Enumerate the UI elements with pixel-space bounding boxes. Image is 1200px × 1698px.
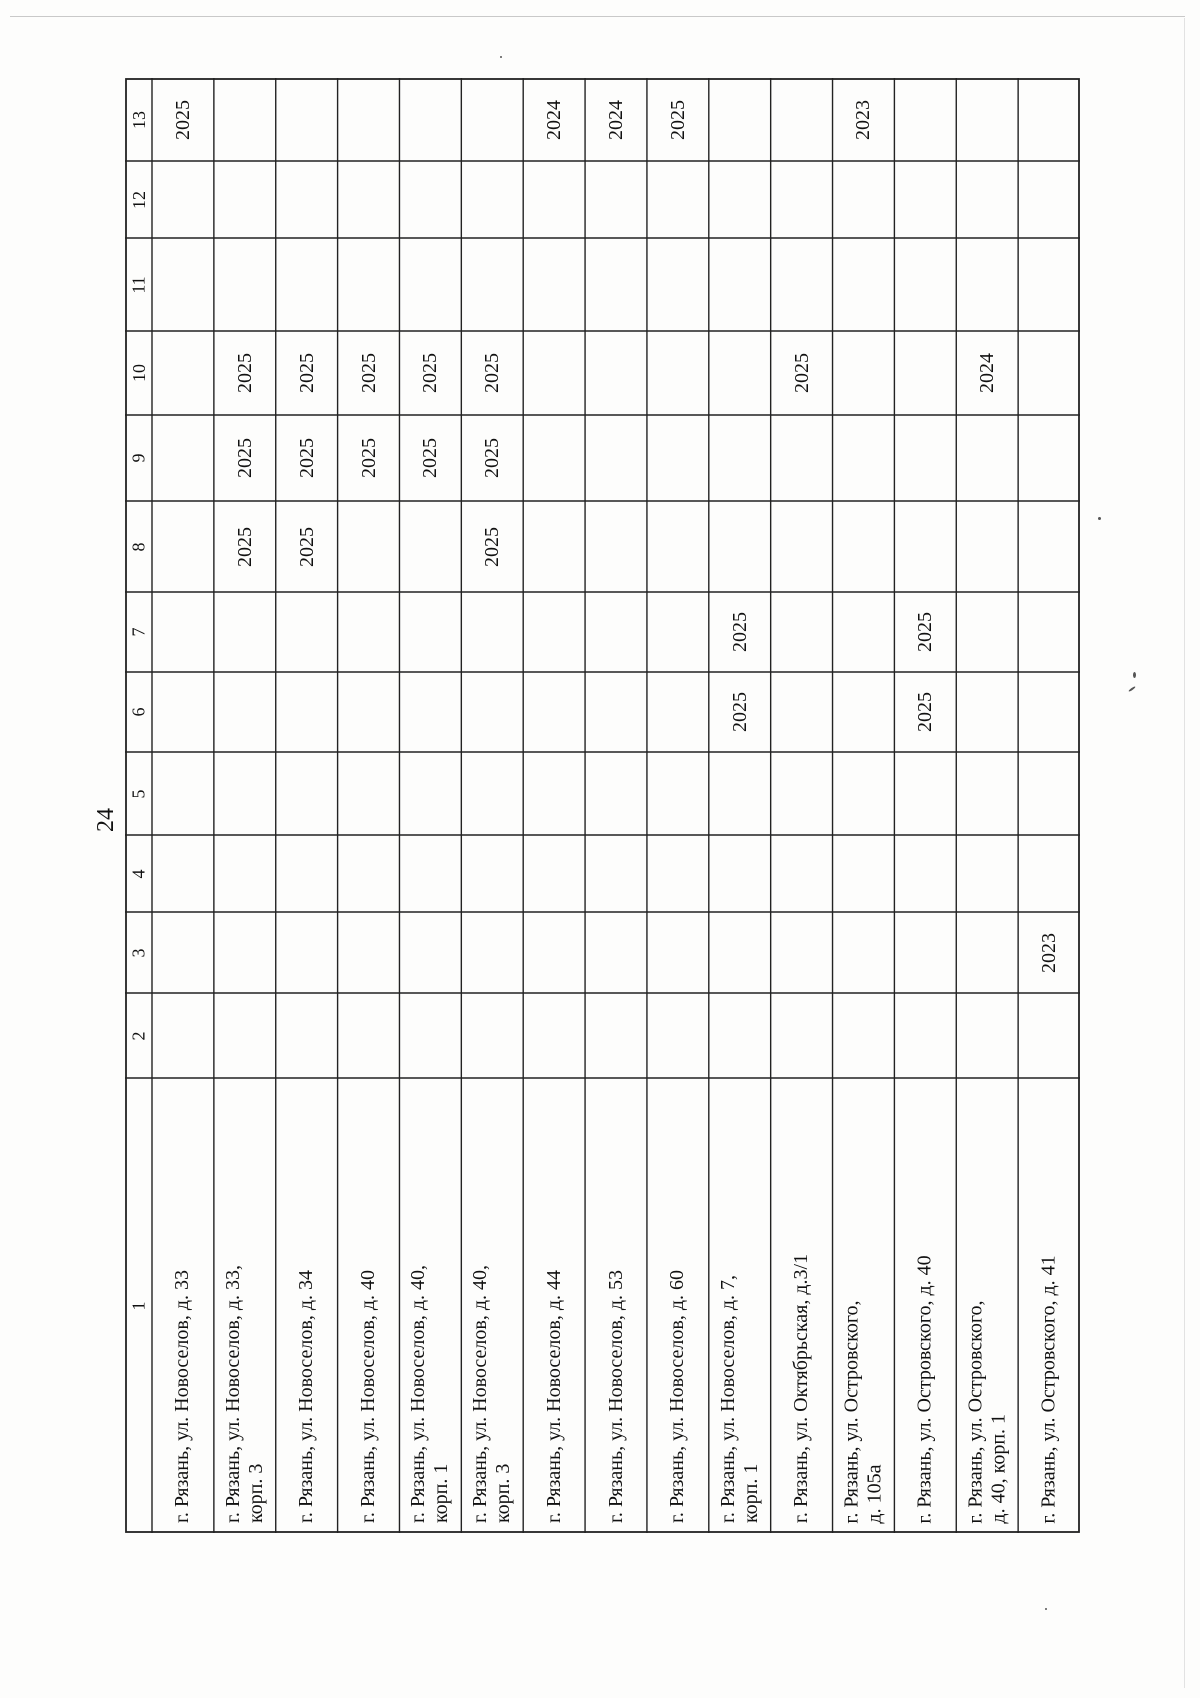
- cell-year: 2025: [790, 353, 813, 393]
- column-header-10: 10: [128, 364, 149, 382]
- row-address: [790, 1254, 813, 1523]
- cell-year: 2025: [295, 353, 318, 393]
- address-line: корп. 1: [430, 1463, 453, 1524]
- row-address: [914, 1255, 937, 1523]
- cell-year: 2024: [605, 99, 627, 140]
- row-address: [666, 1270, 689, 1523]
- scan-edge-right: [1184, 18, 1185, 1688]
- cell-year: 2025: [233, 438, 256, 478]
- cell-year: 2025: [419, 353, 442, 393]
- cell-year: 2025: [481, 438, 504, 478]
- data-table: [125, 78, 1080, 1533]
- address-line: г. Рязань, ул. Новоселов, д. 40,: [469, 1264, 492, 1524]
- table-grid: [125, 78, 1080, 1533]
- row-address: [222, 1265, 268, 1523]
- address-line: г. Рязань, ул. Островского, д. 40: [913, 1254, 936, 1524]
- column-header-3: 3: [128, 948, 149, 957]
- scan-edge-top: [10, 16, 1185, 17]
- scan-speck: [1133, 672, 1136, 678]
- row-address: [841, 1300, 887, 1523]
- cell-year: 2024: [976, 353, 999, 393]
- row-address: [605, 1270, 628, 1523]
- cell-year: 2023: [1038, 932, 1061, 973]
- address-line: г. Рязань, ул. Островского,: [964, 1299, 987, 1524]
- cell-year: 2025: [357, 353, 380, 393]
- cell-year: 2023: [852, 99, 875, 140]
- address-line: г. Рязань, ул. Новоселов, д. 40,: [407, 1264, 430, 1524]
- column-header-7: 7: [128, 627, 149, 637]
- address-line: г. Рязань, ул. Новоселов, д. 40: [357, 1269, 380, 1524]
- row-address: [717, 1275, 763, 1523]
- address-line: г. Рязань, ул. Островского, д. 41: [1037, 1254, 1060, 1524]
- cell-year: 2025: [666, 99, 689, 140]
- column-header-5: 5: [128, 789, 149, 798]
- cell-year: 2024: [543, 99, 566, 140]
- cell-year: 2025: [728, 612, 751, 652]
- cell-year: 2025: [233, 353, 256, 393]
- scan-speck: [1045, 1608, 1047, 1610]
- page-number: 24: [93, 808, 119, 832]
- row-address: [964, 1300, 1010, 1523]
- row-address: [543, 1270, 566, 1523]
- address-line: г. Рязань, ул. Новоселов, д. 33: [171, 1269, 194, 1524]
- column-header-6: 6: [128, 707, 149, 717]
- address-line: г. Рязань, ул. Октябрьская, д.3/1: [790, 1253, 813, 1524]
- row-address: [171, 1270, 194, 1523]
- scan-speck: [1128, 686, 1136, 692]
- column-header-8: 8: [128, 542, 149, 551]
- scan-speck: [1098, 517, 1101, 520]
- row-address: [407, 1265, 453, 1523]
- address-line: корп. 3: [492, 1463, 515, 1524]
- column-header-1: 1: [128, 1301, 149, 1310]
- cell-year: 2025: [481, 526, 504, 567]
- cell-year: 2025: [171, 99, 194, 140]
- address-line: г. Рязань, ул. Новоселов, д. 60: [666, 1269, 689, 1524]
- row-address: [357, 1270, 380, 1523]
- column-header-4: 4: [128, 869, 149, 878]
- address-line: г. Рязань, ул. Новоселов, д. 34: [295, 1269, 318, 1524]
- row-address: [295, 1270, 318, 1523]
- address-line: корп. 3: [244, 1463, 267, 1524]
- address-line: г. Рязань, ул. Новоселов, д. 33,: [221, 1264, 244, 1524]
- cell-year: 2025: [295, 438, 318, 478]
- cell-year: 2025: [481, 353, 504, 393]
- column-header-11: 11: [128, 275, 149, 294]
- column-header-2: 2: [128, 1031, 149, 1040]
- column-header-9: 9: [128, 453, 149, 463]
- column-header-12: 12: [128, 190, 149, 209]
- row-address: [469, 1265, 515, 1523]
- column-header-13: 13: [128, 110, 149, 129]
- address-line: корп. 1: [739, 1463, 762, 1524]
- cell-year: 2025: [357, 438, 380, 478]
- cell-year: 2025: [233, 526, 256, 567]
- cell-year: 2025: [295, 526, 318, 567]
- address-line: г. Рязань, ул. Островского,: [840, 1299, 863, 1524]
- scan-speck: [500, 56, 502, 58]
- cell-year: 2025: [728, 692, 751, 732]
- cell-year: 2025: [914, 612, 937, 652]
- cell-year: 2025: [419, 438, 442, 478]
- address-line: г. Рязань, ул. Новоселов, д. 44: [542, 1269, 565, 1524]
- address-line: д. 40, корп. 1: [987, 1413, 1010, 1524]
- address-line: г. Рязань, ул. Новоселов, д. 7,: [716, 1274, 739, 1524]
- row-address: [1038, 1255, 1061, 1523]
- address-line: г. Рязань, ул. Новоселов, д. 53: [604, 1269, 627, 1524]
- cell-year: 2025: [914, 692, 937, 732]
- address-line: д. 105а: [863, 1464, 886, 1524]
